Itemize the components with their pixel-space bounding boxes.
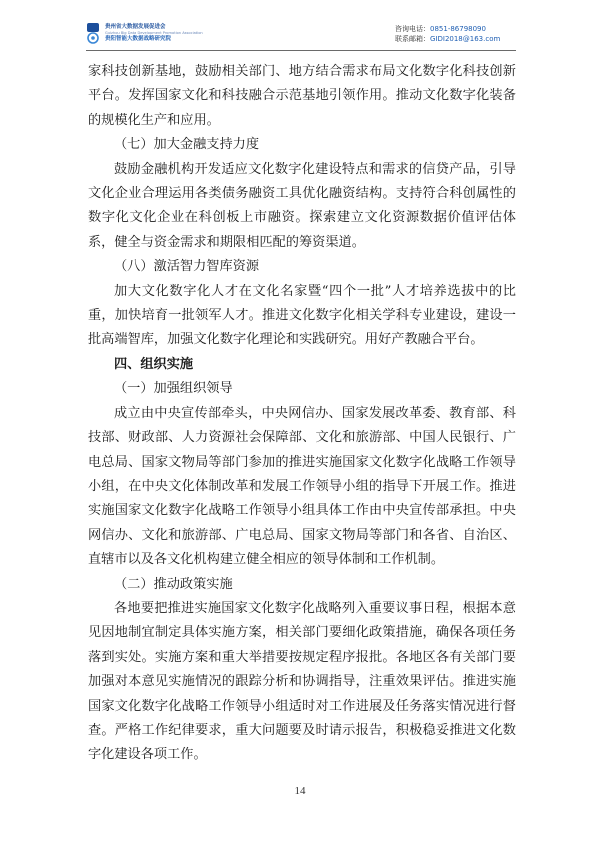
page-number: 14 — [294, 785, 306, 797]
subheading-2: （二）推动政策实施 — [114, 576, 233, 592]
paragraph-organization: 成立由中央宣传部牵头，中央网信办、国家发展改革委、教育部、科技部、财政部、人力资源社会保障部、文化和旅游部、中国人民银行、广电总局、国家文物局等部门参加的推进实施国家文化数字化战略工作领导小组，在中央文化体制改革和发展工作领导小组的指导下开展工作。推进实施国家文化数字化战略工作领导小组具体工作由中央宣传部承担。中央网信办、文化和旅游部、广电总局、国家文物局等部门和各省、自治区、直辖市以及各文化机构建立健全相应的领导体制和工作机制。 — [88, 405, 516, 568]
page-header — [0, 0, 600, 60]
paragraph-policy: 各地要把推进实施国家文化数字化战略列入重要议事日程，根据本意见因地制宜制定具体实施方案，相关部门要细化政策措施，确保各项任务落到实处。实施方案和重大举措要按规定程序报批。各地区各有关部门要加强对本意见实施情况的跟踪分析和协调指导，注重效果评估。推进实施国家文化数字化战略工作领导小组适时对工作进展及任务落实情况进行督查。严格工作纪律要求，重大问题要及时请示报告，积极稳妥推进文化数字化建设各项工作。 — [88, 600, 516, 763]
logo-line-1: 贵州省大数据发展促进会 — [105, 23, 166, 30]
organization-logo — [86, 22, 203, 44]
logo-icon — [86, 22, 100, 44]
subheading-1: （一）加强组织领导 — [114, 381, 233, 397]
email-value: GIDI2018@163.com — [430, 35, 501, 43]
section-heading-4: 四、组织实施 — [114, 356, 194, 372]
logo-line-3: 贵阳智能大数据战略研究院 — [105, 35, 172, 42]
document-body — [88, 60, 516, 768]
paragraph-finance: 鼓励金融机构开发适应文化数字化建设特点和需求的信贷产品，引导文化企业合理运用各类债务融资工具优化融资结构。支持符合科创属性的数字化文化企业在科创板上市融资。探索建立文化资源数据价值评估体系，健全与资金需求和期限相匹配的筹资渠道。 — [88, 161, 516, 250]
header-divider — [86, 50, 516, 51]
subheading-7: （七）加大金融支持力度 — [114, 137, 260, 153]
paragraph-talent: 加大文化数字化人才在文化名家暨“四个一批”人才培养选拔中的比重，加快培育一批领军人才。推进文化数字化相关学科专业建设，建设一批高端智库，加强文化数字化理论和实践研究。用好产教融合平台。 — [88, 283, 516, 348]
email-label: 联系邮箱： — [395, 35, 430, 43]
contact-info — [395, 24, 500, 44]
phone-label: 咨询电话： — [395, 25, 430, 33]
subheading-8: （八）激活智力智库资源 — [114, 259, 260, 275]
logo-line-2: Guizhou Big Data Development Promotion Association — [105, 30, 203, 35]
paragraph-continuation: 家科技创新基地，鼓励相关部门、地方结合需求布局文化数字化科技创新平台。发挥国家文化和科技融合示范基地引领作用。推动文化数字化装备的规模化生产和应用。 — [88, 64, 516, 128]
phone-value: 0851-86798090 — [430, 25, 486, 33]
